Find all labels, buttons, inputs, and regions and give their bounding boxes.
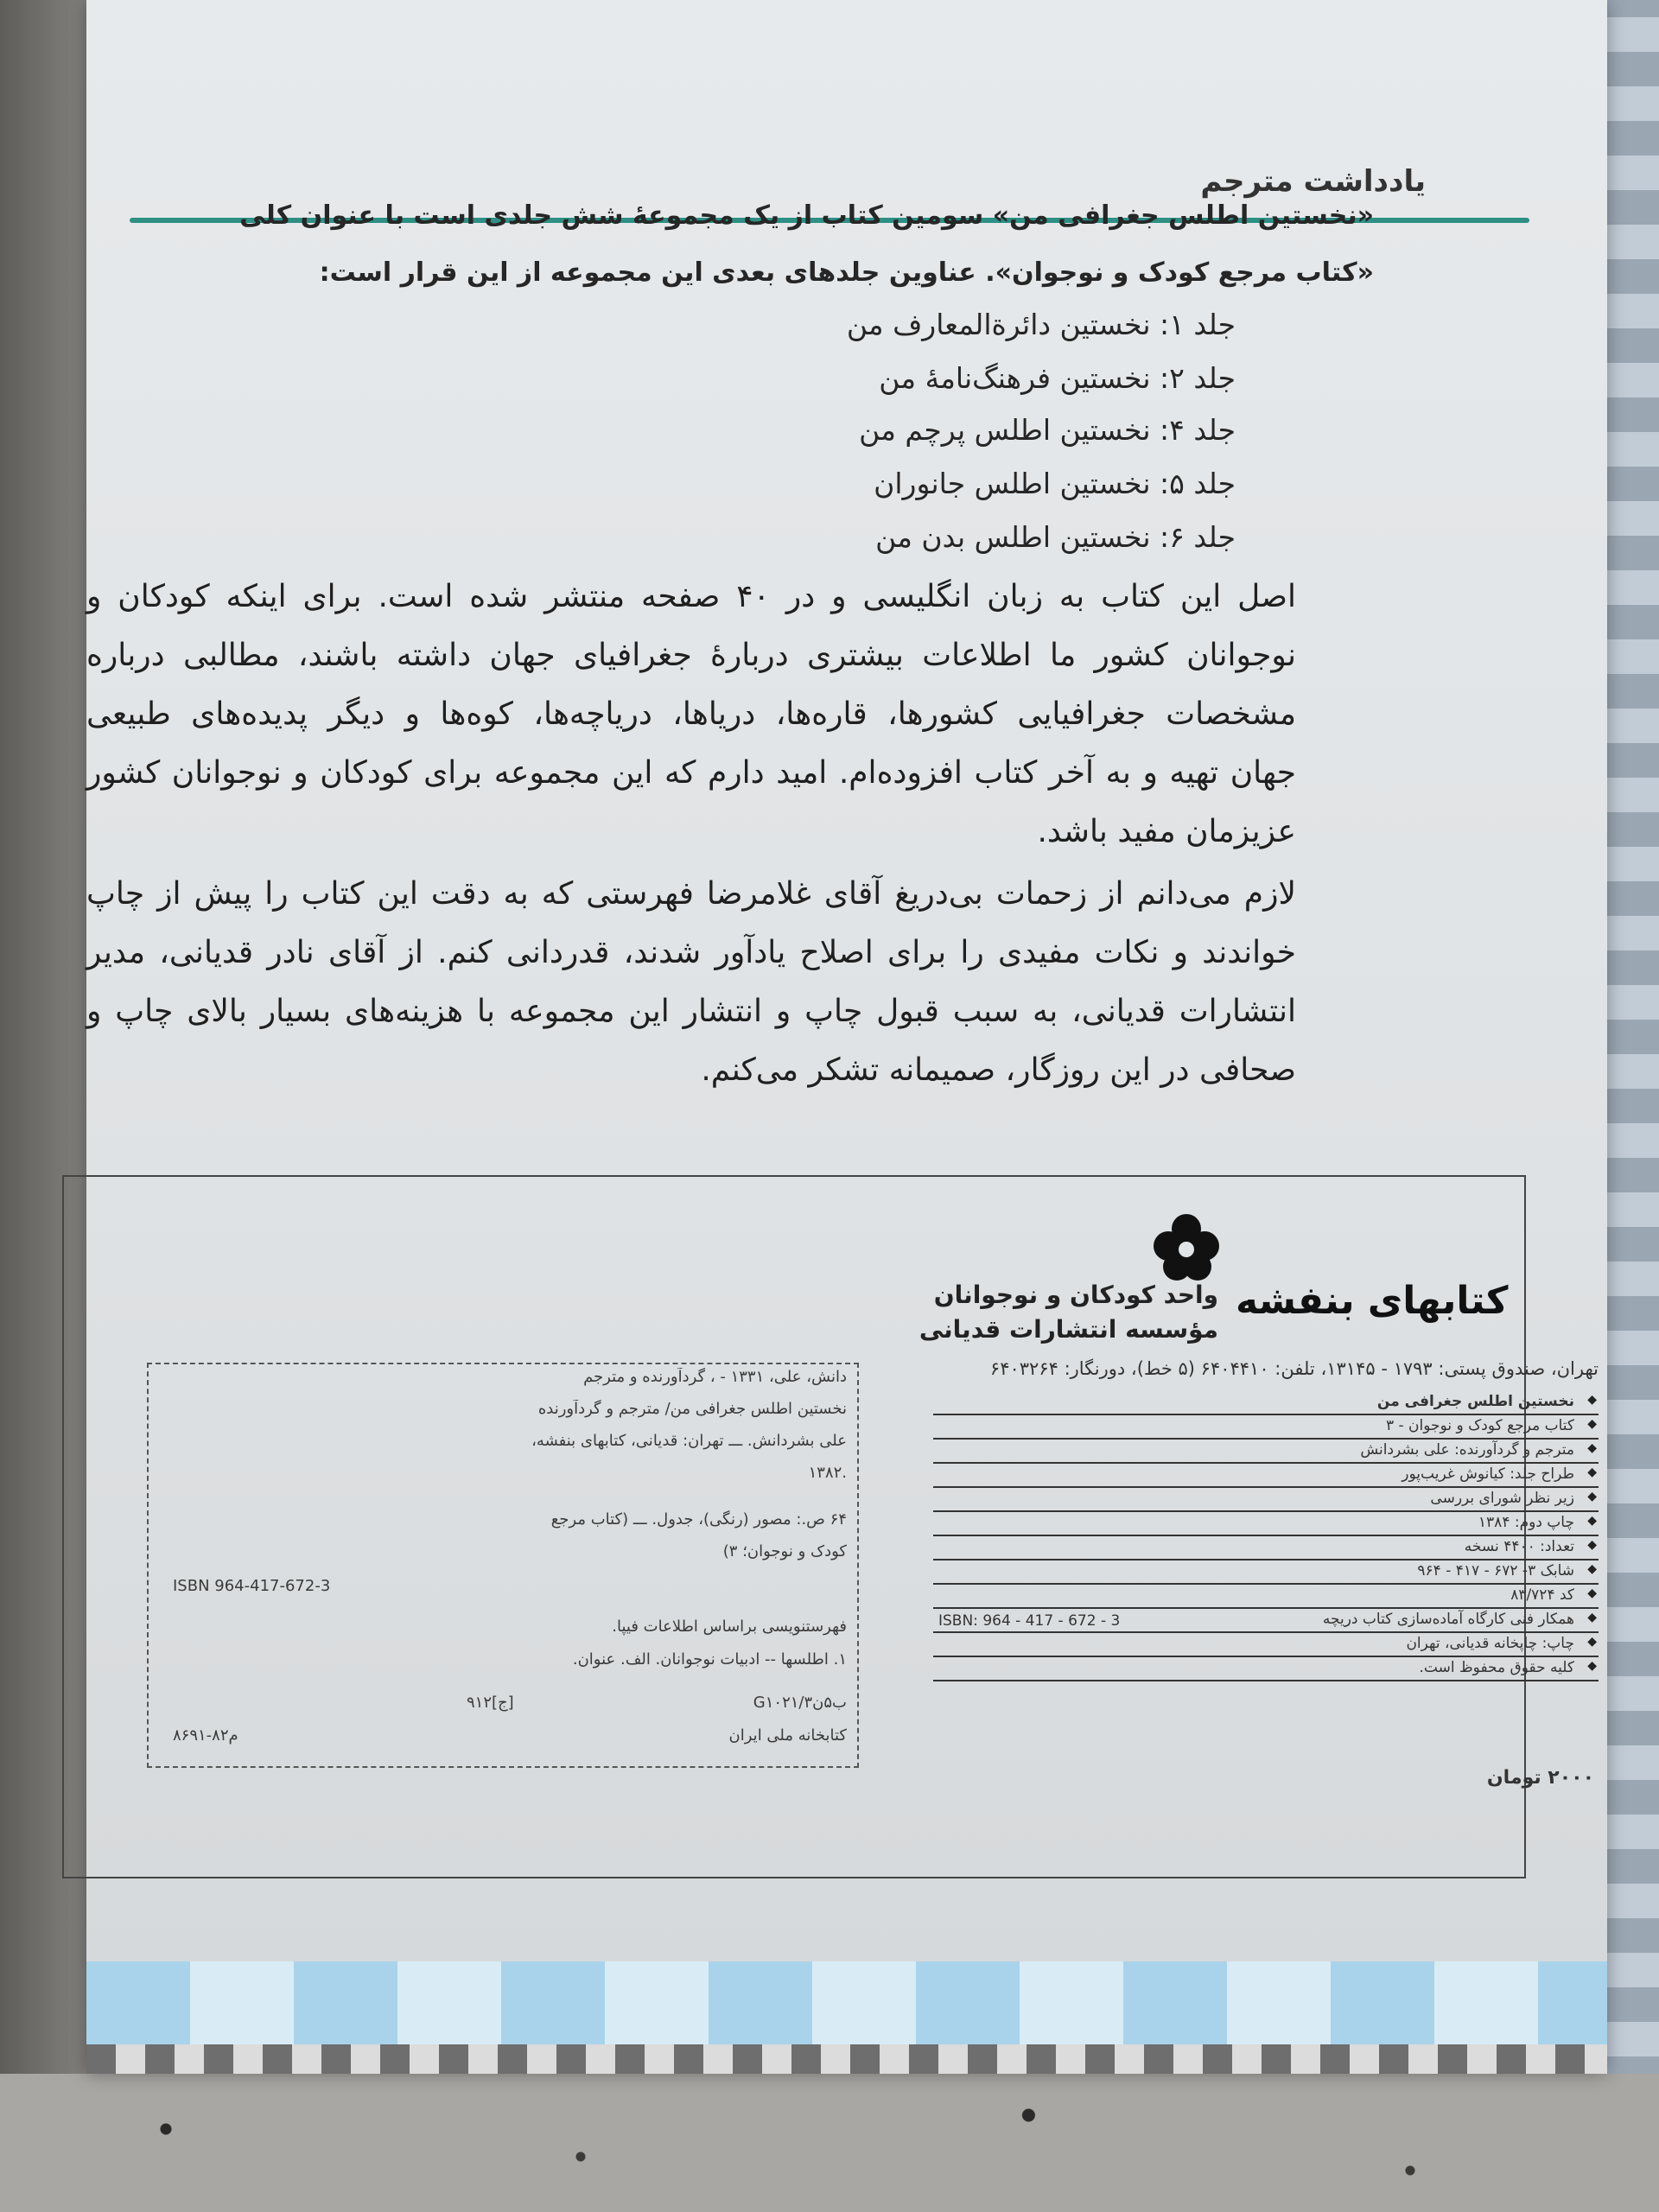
cip-line: دانش، علی، ۱۳۳۱ - ، گردآورنده و مترجم bbox=[583, 1368, 847, 1386]
bullet-icon: ◆ bbox=[1587, 1562, 1597, 1576]
bullet-icon: ◆ bbox=[1587, 1586, 1597, 1600]
bullet-icon: ◆ bbox=[1587, 1514, 1597, 1528]
cip-library: کتابخانه ملی ایران bbox=[728, 1726, 847, 1745]
detail-row: ◆ چاپ دوم: ۱۳۸۴ bbox=[933, 1512, 1599, 1536]
paragraph-line: عزیزمان مفید باشد. bbox=[1037, 814, 1296, 849]
volume-item: جلد ۱: نخستین دائرة‌المعارف من bbox=[846, 308, 1236, 341]
section-title: یادداشت مترجم bbox=[1200, 164, 1426, 199]
bullet-icon: ◆ bbox=[1587, 1441, 1597, 1455]
cip-line: کودک و نوجوان؛ ۳) bbox=[722, 1542, 847, 1560]
paragraph-line: نوجوانان کشور ما اطلاعات بیشتری دربارهٔ جغرافیای جهان داشته باشند، مطالبی درباره bbox=[86, 638, 1296, 673]
bullet-icon: ◆ bbox=[1587, 1611, 1597, 1624]
volume-item: جلد ۴: نخستین اطلس پرچم من bbox=[859, 413, 1236, 447]
bullet-icon: ◆ bbox=[1587, 1417, 1597, 1431]
detail-row: ◆ کد ۸۳/۷۲۴ bbox=[933, 1585, 1599, 1609]
volume-item: جلد ۵: نخستین اطلس جانوران bbox=[874, 467, 1236, 500]
paragraph-line: خواندند و نکات مفیدی را برای اصلاح یادآور شدند، قدردانی کنم. از آقای نادر قدیانی، مدیر bbox=[86, 935, 1296, 970]
cip-number: م۸۲-۸۶۹۱ bbox=[173, 1726, 238, 1745]
cip-line: ۱۳۸۲. bbox=[808, 1464, 847, 1482]
volume-item: جلد ۶: نخستین اطلس بدن من bbox=[875, 520, 1236, 554]
paragraph-line: مشخصات جغرافیایی کشورها، قاره‌ها، دریاها، دریاچه‌ها، کوه‌ها و دیگر پدیده‌های طبیعی bbox=[86, 696, 1296, 732]
background-right bbox=[1599, 0, 1659, 2091]
price: ۲۰۰۰ تومان bbox=[1486, 1767, 1594, 1789]
decorative-bottom-band bbox=[86, 1961, 1607, 2074]
cip-isbn: ISBN 964-417-672-3 bbox=[173, 1577, 331, 1595]
detail-row: ◆ همکار فنی کارگاه آماده‌سازی کتاب دریچه bbox=[933, 1609, 1599, 1633]
bullet-icon: ◆ bbox=[1587, 1465, 1597, 1479]
cip-dewey: ۹۱۲[ج] bbox=[467, 1694, 514, 1712]
cip-line: ۶۴ ص.: مصور (رنگی)، جدول. ـــ (کتاب مرجع bbox=[550, 1510, 847, 1529]
publisher-isbn: ISBN: 964 - 417 - 672 - 3 bbox=[938, 1612, 1121, 1630]
cip-line: ۱. اطلسها -- ادبیات نوجوانان. الف. عنوان. bbox=[572, 1650, 847, 1669]
flower-logo-icon bbox=[1149, 1211, 1224, 1286]
paragraph-line: لازم می‌دانم از زحمات بی‌دریغ آقای غلامرضا فهرستی که به دقت این کتاب را پیش از چاپ bbox=[86, 876, 1296, 912]
publisher-unit: واحد کودکان و نوجوانان bbox=[933, 1281, 1218, 1309]
cip-classification: G۱۰۲۱/ب۵ن۳ bbox=[753, 1694, 847, 1712]
detail-row: ◆ کلیه حقوق محفوظ است. bbox=[933, 1657, 1599, 1681]
detail-row: ◆ نخستین اطلس جغرافی من bbox=[933, 1391, 1599, 1415]
paragraph-line: اصل این کتاب به زبان انگلیسی و در ۴۰ صفحه منتشر شده است. برای اینکه کودکان و bbox=[86, 579, 1297, 614]
publisher-address: تهران، صندوق پستی: ۱۷۹۳ - ۱۳۱۴۵، تلفن: ۶۴۰۴۴۱۰ (۵ خط)، دورنگار: ۶۴۰۳۲۶۴ bbox=[989, 1358, 1599, 1379]
paragraph-line: جهان تهیه و به آخر کتاب افزوده‌ام. امید دارم که این مجموعه برای کودکان و نوجوانان کشور bbox=[86, 755, 1296, 791]
detail-row: ◆ زیر نظر شورای بررسی bbox=[933, 1488, 1599, 1512]
paragraph-line: صحافی در این روزگار، صمیمانه تشکر می‌کنم. bbox=[701, 1052, 1296, 1088]
bullet-icon: ◆ bbox=[1587, 1490, 1597, 1503]
intro-line: «کتاب مرجع کودک و نوجوان». عناوین جلدهای بعدی این مجموعه از این قرار است: bbox=[319, 257, 1374, 288]
detail-row: ◆ چاپ: چاپخانه قدیانی، تهران bbox=[933, 1633, 1599, 1657]
intro-line: «نخستین اطلس جغرافی من» سومین کتاب از یک مجموعهٔ شش جلدی است با عنوان کلی bbox=[239, 200, 1374, 231]
cip-line: علی بشردانش. ـــ تهران: قدیانی، کتابهای بنفشه، bbox=[531, 1432, 847, 1450]
detail-row: ◆ مترجم و گردآورنده: علی بشردانش bbox=[933, 1440, 1599, 1464]
cip-line: فهرستنویسی براساس اطلاعات فیپا. bbox=[612, 1618, 847, 1636]
detail-row: ◆ شابک ۳- ۶۷۲ - ۴۱۷ - ۹۶۴ bbox=[933, 1560, 1599, 1585]
volume-item: جلد ۲: نخستین فرهنگ‌نامهٔ من bbox=[879, 361, 1236, 395]
publisher-institute: مؤسسه انتشارات قدیانی bbox=[918, 1315, 1218, 1344]
bullet-icon: ◆ bbox=[1587, 1393, 1597, 1407]
detail-row: ◆ تعداد: ۴۴۰۰ نسخه bbox=[933, 1536, 1599, 1560]
publisher-logo-text: کتابهای بنفشه bbox=[1236, 1279, 1509, 1323]
paragraph-line: انتشارات قدیانی، به سبب قبول چاپ و انتشار این مجموعه با هزینه‌های بسیار بالای چاپ و bbox=[86, 994, 1296, 1029]
cip-line: نخستین اطلس جغرافی من/ مترجم و گردآورنده bbox=[537, 1400, 847, 1418]
book-details-list bbox=[933, 1391, 1599, 1681]
detail-row: ◆ طراح جلد: کیانوش غریب‌پور bbox=[933, 1464, 1599, 1488]
background-countertop bbox=[0, 2074, 1659, 2212]
bullet-icon: ◆ bbox=[1587, 1659, 1597, 1673]
detail-row: ◆ کتاب مرجع کودک و نوجوان - ۳ bbox=[933, 1415, 1599, 1440]
bullet-icon: ◆ bbox=[1587, 1635, 1597, 1649]
bullet-icon: ◆ bbox=[1587, 1538, 1597, 1552]
